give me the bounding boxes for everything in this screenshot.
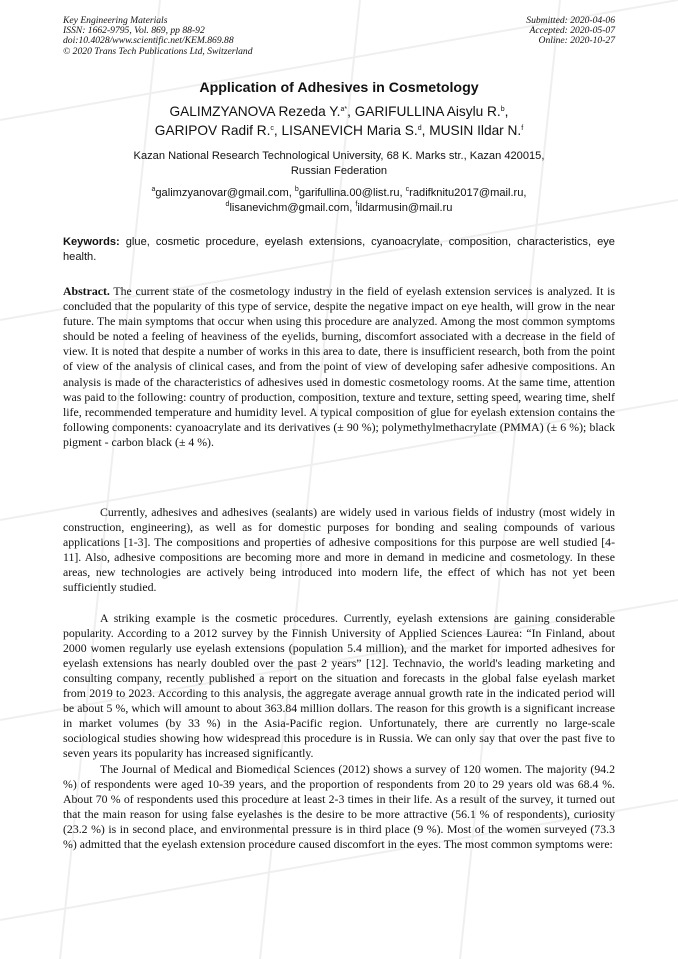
- author-superscript: f: [521, 124, 524, 132]
- body-paragraph: Currently, adhesives and adhesives (sealants) are widely used in various fields of industry (most widely in construction, engineering), as well as for domestic purposes for bonding and sealing compounds of various applications [1-3]. The compositions and properties of adhesive compositions for this purpose are well studied [4-11]. Also, adhesive compositions are becoming more and more in demand in medicine and cosmetology. In these areas, new technologies are actively being introduced into modern life, the effect of which has not yet been sufficiently studied.: [63, 505, 615, 595]
- journal-info: [63, 16, 253, 57]
- dates-info: [526, 16, 615, 47]
- author-list: GALIMZYANOVA Rezeda Y.$^{a*}$, GARIFULLINA Aisylu R.$^b$, GARIPOV Radif R.$^c$, LISANEVICH Maria S.$^d$, MUSIN Ildar N.$^f$: [154, 104, 524, 138]
- submitted-date: Submitted: 2020-04-06: [526, 15, 615, 26]
- affiliation-line: Russian Federation: [290, 165, 388, 177]
- author-name: MUSIN Ildar N.: [429, 122, 522, 138]
- keywords-text: glue, cosmetic procedure, eyelash extensions, cyanoacrylate, composition, characteristics, eye health.: [63, 236, 615, 263]
- author-name: GARIPOV Radif R.: [154, 122, 271, 138]
- email-link[interactable]: galimzyanovar@gmail.com,: [155, 187, 292, 199]
- author-name: LISANEVICH Maria S.: [281, 122, 418, 138]
- email-link[interactable]: radifknitu2017@mail.ru,: [409, 187, 527, 199]
- keywords-label: Keywords:: [63, 236, 120, 248]
- author-superscript: b: [500, 106, 505, 113]
- author-emails: [70, 186, 608, 215]
- journal-issn: ISSN: 1662-9795, Vol. 869, pp 88-92: [63, 25, 205, 37]
- accepted-date: Accepted: 2020-05-07: [529, 25, 615, 37]
- abstract-text: The current state of the cosmetology industry in the field of eyelash extension services is analyzed. It is concluded that the popularity of this type of service, despite the negative impact on eye health, will grow in the near future. The main symptoms that occur when using this procedure are analyzed. Among the most common symptoms should be noted a feeling of heaviness of the eyelids, burning, discomfort associated with a decrease in the field of view. It is noted that despite a number of works in this area to date, there is insufficient research, both from the point of view of the analysis of clinical cases, and from the point of view of developing safer adhesive compositions. An analysis is made of the characteristics of adhesives used in domestic cosmetology rooms. At the same time, attention was paid to the following: country of production, composition, texture and texture, setting speed, wearing time, shelf life, recommended temperature and humidity level. A typical composition of glue for eyelash extension contains the following components: cyanoacrylate and its derivatives (± 90 %); polymethylmethacrylate (PMMA) (± 6 %); black pigment - carbon black (± 4 %).: [63, 284, 615, 449]
- email-link[interactable]: lisanevichm@gmail.com,: [229, 201, 353, 214]
- abstract-section: [63, 284, 615, 450]
- author-name: GARIFULLINA Aisylu R.: [354, 104, 501, 119]
- journal-copyright: © 2020 Trans Tech Publications Ltd, Switzerland: [63, 45, 253, 57]
- online-date: Online: 2020-10-27: [538, 35, 615, 47]
- author-name: GALIMZYANOVA Rezeda Y.: [169, 104, 341, 119]
- email-link[interactable]: garifullina.00@list.ru,: [298, 187, 403, 199]
- email-superscript: b: [294, 186, 299, 193]
- keywords-section: [63, 235, 615, 265]
- email-link[interactable]: ildarmusin@mail.ru: [357, 201, 453, 214]
- affiliation-line: Kazan National Research Technological University, 68 K. Marks str., Kazan 420015,: [133, 150, 545, 162]
- email-superscript: f: [355, 200, 358, 208]
- abstract-label: Abstract.: [63, 284, 110, 298]
- author-superscript: d: [417, 124, 422, 132]
- email-superscript: c: [405, 186, 410, 193]
- body-text: [63, 505, 615, 852]
- email-superscript: d: [225, 200, 230, 208]
- email-superscript: a: [151, 186, 156, 193]
- author-superscript: c: [270, 124, 274, 132]
- body-paragraph: The Journal of Medical and Biomedical Sciences (2012) shows a survey of 120 women. The majority (94.2 %) of respondents were aged 10-39 years, and the proportion of respondents from 20 to 29 years old was 68.4 %. About 70 % of respondents used this procedure at least 2-3 times in their life. As a result of the survey, it turned out that the main reason for using false eyelashes is the desire to be more attractive (56.1 % of respondents), curiosity (23.2 %) is in second place, and environmental pressure is in third place (9 %). Most of the women surveyed (73.3 %) admitted that the eyelash extension procedure caused discomfort in the eyes. The most common symptoms were:: [63, 761, 615, 851]
- journal-name: Key Engineering Materials: [63, 15, 168, 26]
- author-superscript: a*: [340, 106, 348, 113]
- affiliation: [70, 149, 608, 179]
- paper-title: Application of Adhesives in Cosmetology: [199, 80, 479, 96]
- body-paragraph: A striking example is the cosmetic procedures. Currently, eyelash extensions are gaining considerable popularity. According to a 2012 survey by the Finnish University of Applied Sciences Laurea: “In Finland, about 2000 women regularly use eyelash extensions (population 5.4 million), and the market for imported adhesives for eyelash extensions has nearly doubled over the past 2 years” [12]. Technavio, the world's leading marketing and consulting company, recently published a report on the situation and forecasts in the global false eyelash market from 2019 to 2023. According to this analysis, the aggregate average annual growth rate in the indicated period will be about 5 %, which will amount to about 363.84 million dollars. The reason for this growth is a significant increase in market volumes (by 33 %) in the Asia-Pacific region. Unfortunately, there are currently no large-scale sociological studies showing how widespread this procedure is in Russia. We can only say that over the past five to seven years its popularity has increased significantly.: [63, 610, 615, 761]
- journal-doi: doi:10.4028/www.scientific.net/KEM.869.88: [63, 35, 234, 47]
